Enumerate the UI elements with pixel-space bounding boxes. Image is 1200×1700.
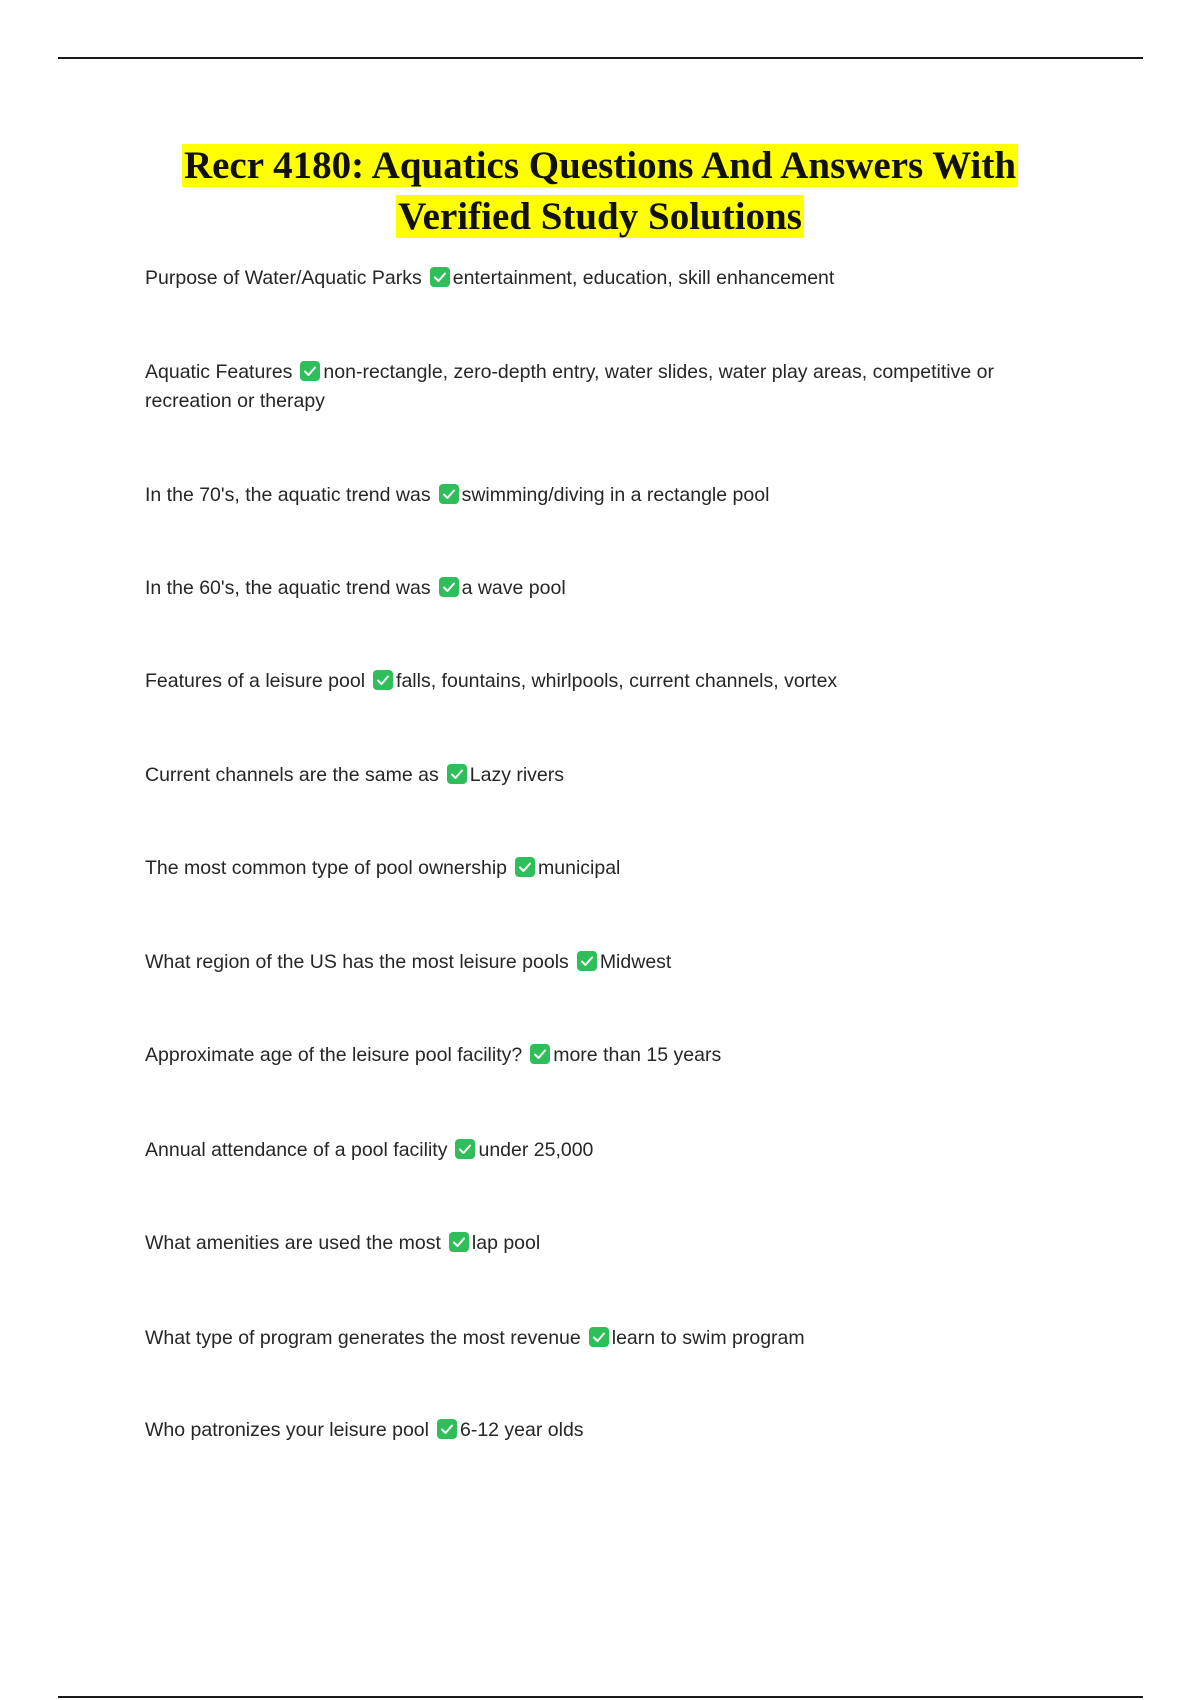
question-text: Purpose of Water/Aquatic Parks: [145, 267, 422, 289]
qa-item: [145, 264, 1045, 293]
answer-text: under 25,000: [478, 1139, 594, 1161]
question-text: What type of program generates the most revenue: [145, 1327, 581, 1349]
check-mark-icon: [439, 484, 459, 504]
qa-item: [145, 854, 1045, 883]
qa-item: [145, 1229, 1045, 1258]
answer-text: non-rectangle, zero-depth entry, water slides, water play areas, competitive or recreation or therapy: [145, 361, 994, 412]
question-text: What region of the US has the most leisure pools: [145, 951, 569, 973]
top-rule: [58, 57, 1143, 59]
answer-text: municipal: [538, 857, 621, 879]
check-mark-icon: [430, 267, 450, 287]
qa-item: [145, 481, 1045, 510]
bottom-rule: [58, 1696, 1143, 1698]
check-mark-icon: [447, 764, 467, 784]
question-text: Aquatic Features: [145, 361, 293, 383]
check-mark-icon: [449, 1232, 469, 1252]
answer-text: Midwest: [599, 951, 672, 973]
answer-text: Lazy rivers: [469, 764, 565, 786]
qa-item: [145, 667, 1045, 696]
qa-item: [145, 1041, 1045, 1070]
qa-item: [145, 1416, 1045, 1445]
check-mark-icon: [300, 361, 320, 381]
check-mark-icon: [589, 1327, 609, 1347]
question-text: What amenities are used the most: [145, 1232, 441, 1254]
question-text: Current channels are the same as: [145, 764, 439, 786]
qa-item: [145, 761, 1045, 790]
question-text: The most common type of pool ownership: [145, 857, 508, 879]
document-title: [120, 140, 1080, 242]
answer-text: entertainment, education, skill enhancement: [452, 267, 835, 289]
check-mark-icon: [577, 951, 597, 971]
title-line-1: Recr 4180: Aquatics Questions And Answers With: [183, 144, 1017, 187]
question-text: Features of a leisure pool: [145, 670, 366, 692]
qa-item: [145, 1136, 1045, 1165]
title-line-2: Verified Study Solutions: [398, 195, 802, 238]
answer-text: learn to swim program: [611, 1327, 805, 1349]
qa-item: [145, 358, 1045, 416]
check-mark-icon: [439, 577, 459, 597]
qa-item: [145, 948, 1045, 977]
question-text: In the 70's, the aquatic trend was: [145, 484, 431, 506]
check-mark-icon: [530, 1044, 550, 1064]
answer-text: more than 15 years: [553, 1044, 722, 1066]
check-mark-icon: [373, 670, 393, 690]
question-text: Annual attendance of a pool facility: [145, 1139, 448, 1161]
answer-text: lap pool: [471, 1232, 541, 1254]
qa-item: [145, 1324, 1045, 1353]
question-text: Who patronizes your leisure pool: [145, 1419, 429, 1441]
qa-item: [145, 574, 1045, 603]
answer-text: 6-12 year olds: [459, 1419, 584, 1441]
check-mark-icon: [437, 1419, 457, 1439]
check-mark-icon: [515, 857, 535, 877]
answer-text: a wave pool: [461, 577, 566, 599]
answer-text: falls, fountains, whirlpools, current channels, vortex: [396, 670, 838, 692]
answer-text: swimming/diving in a rectangle pool: [461, 484, 770, 506]
question-text: Approximate age of the leisure pool facility?: [145, 1044, 523, 1066]
check-mark-icon: [455, 1139, 475, 1159]
question-text: In the 60's, the aquatic trend was: [145, 577, 431, 599]
